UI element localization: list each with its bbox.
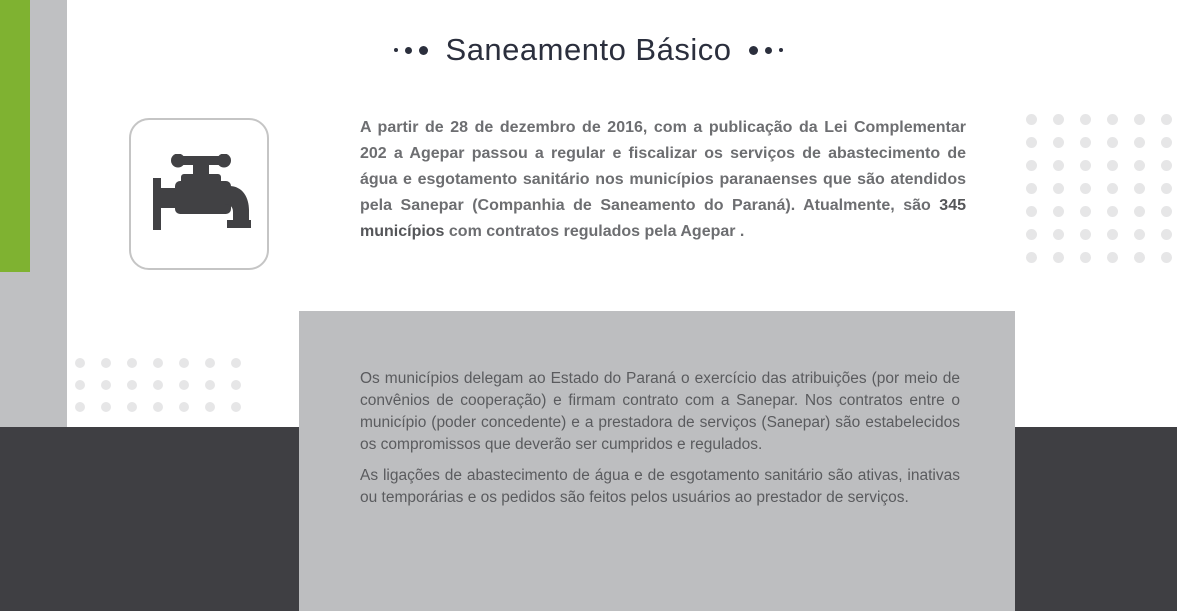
panel-paragraph-2: As ligações de abastecimento de água e de esgotamento sanitário são ativas, inativas ou temporárias e os pedidos são feitos pelos usuários ao prestador de serviços. — [360, 467, 960, 506]
intro-text-part1: A partir de 28 de dezembro de 2016, com a publicação da Lei Complementar 202 a Agepar passou a regular e fiscalizar os serviços de abastecimento de água e esgotamento sanitário nos municípios paranaenses que são atendidos pela Sanepar (Companhia de Saneamento do Paraná). Atualmente, são — [360, 119, 966, 214]
page-title — [0, 32, 1177, 68]
intro-highlight: 345 municípios — [360, 197, 966, 240]
decorative-dot-grid-right — [1026, 114, 1177, 263]
intro-paragraph — [360, 115, 966, 245]
title-text: Saneamento Básico — [445, 32, 732, 67]
title-dots-right — [749, 46, 783, 55]
icon-card — [129, 118, 269, 270]
panel-paragraph-1: Os municípios delegam ao Estado do Paraná o exercício das atribuições (por meio de convênios de cooperação) e firmam contrato com a Sanepar. Nos contratos entre o município (poder concedente) e a prestadora de serviços (Sanepar) são estabelecidos os compromissos que deverão ser cumpridos e regulados. — [360, 370, 960, 453]
decorative-dot-grid-left — [75, 358, 257, 412]
water-faucet-icon — [151, 154, 251, 238]
intro-text-part2: com contratos regulados pela Agepar . — [444, 223, 745, 240]
title-dots-left — [394, 46, 428, 55]
panel-text — [360, 368, 960, 518]
